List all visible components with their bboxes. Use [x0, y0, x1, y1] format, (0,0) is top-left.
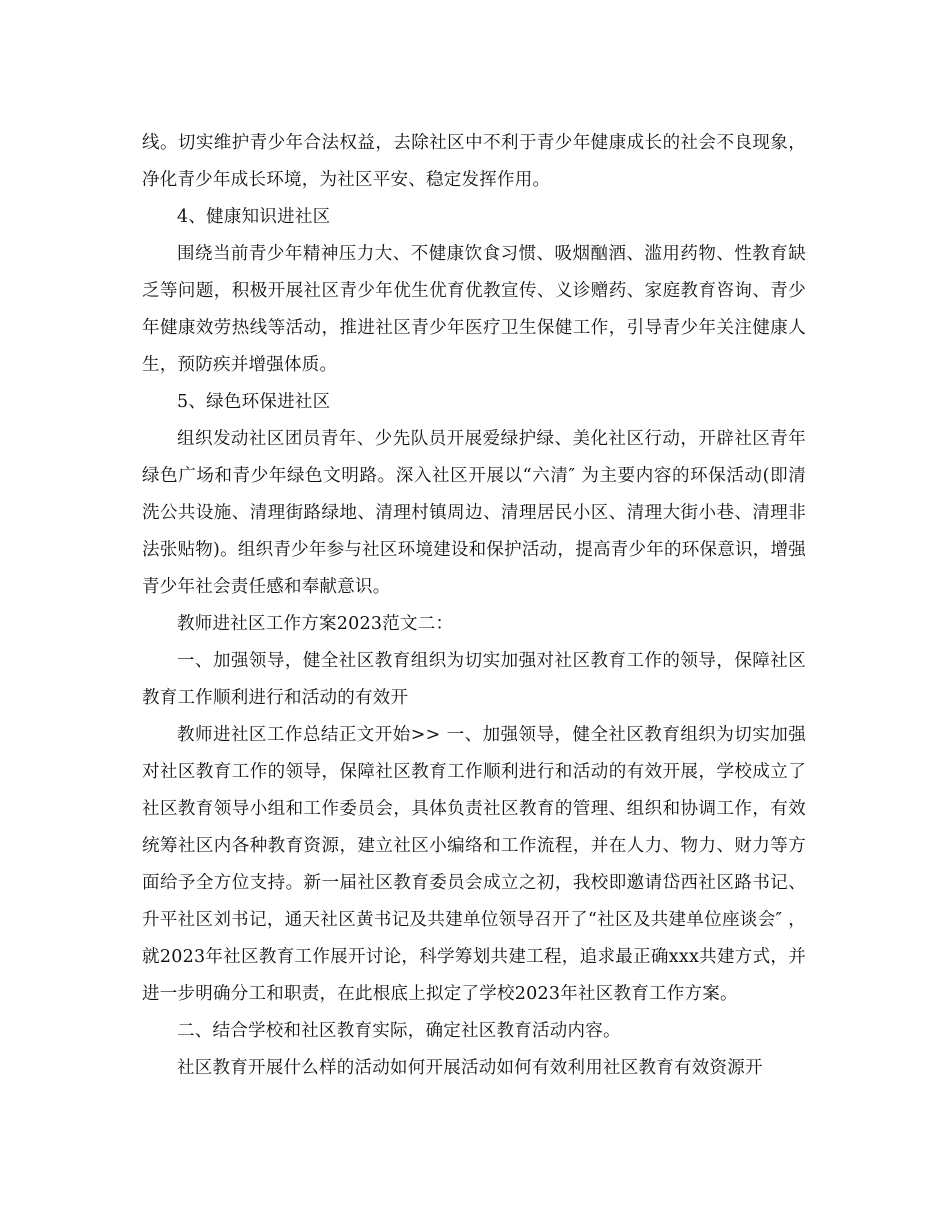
paragraph-continuation: 线。切实维护青少年合法权益，去除社区中不利于青少年健康成长的社会不良现象，净化青少年成长环境，为社区平安、稳定发挥作用。 [142, 133, 806, 190]
heading-sample-two: 教师进社区工作方案2023范文二： [177, 614, 454, 634]
heading-health-knowledge: 4、健康知识进社区 [177, 207, 331, 227]
paragraph-environment: 组织发动社区团员青年、少先队员开展爱绿护绿、美化社区行动，开辟社区青年绿色广场和青少年绿色文明路。深入社区开展以“六清″ 为主要内容的环保活动(即清洗公共设施、清理街路绿地、清理村镇周边、清理居民小区、清理大街小巷、清理非法张贴物)。组织青少年参与社区环境建设和保护活动，提高青少年的环保意识，增强青少年社会责任感和奉献意识。 [142, 429, 806, 597]
paragraph-summary-body: 教师进社区工作总结正文开始>> 一、加强领导，健全社区教育组织为切实加强对社区教育工作的领导，保障社区教育工作顺利进行和活动的有效开展，学校成立了社区教育领导小组和工作委员会，具体负责社区教育的管理、组织和协调工作，有效统筹社区内各种教育资源，建立社区小编络和工作流程，并在人力、物力、财力等方面给予全方位支持。新一届社区教育委员会成立之初，我校即邀请岱西社区路书记、升平社区刘书记，通天社区黄书记及共建单位领导召开了“社区及共建单位座谈会″ ，就2023年社区教育工作展开讨论，科学筹划共建工程，追求最正确xxx共建方式，并进一步明确分工和职责，在此根底上拟定了学校2023年社区教育工作方案。 [142, 725, 806, 1004]
paragraph-health: 围绕当前青少年精神压力大、不健康饮食习惯、吸烟酗酒、滥用药物、性教育缺乏等问题，积极开展社区青少年优生优育优教宣传、义诊赠药、家庭教育咨询、青少年健康效劳热线等活动，推进社区青少年医疗卫生保健工作，引导青少年关注健康人生，预防疾并增强体质。 [142, 244, 806, 375]
document-body [142, 125, 806, 1087]
paragraph-leadership-intro: 一、加强领导，健全社区教育组织为切实加强对社区教育工作的领导，保障社区教育工作顺利进行和活动的有效开 [142, 651, 806, 708]
heading-combine-practice: 二、结合学校和社区教育实际，确定社区教育活动内容。 [177, 1021, 621, 1041]
heading-green-environment: 5、绿色环保进社区 [177, 392, 331, 412]
paragraph-activities: 社区教育开展什么样的活动如何开展活动如何有效利用社区教育有效资源开 [177, 1058, 763, 1078]
